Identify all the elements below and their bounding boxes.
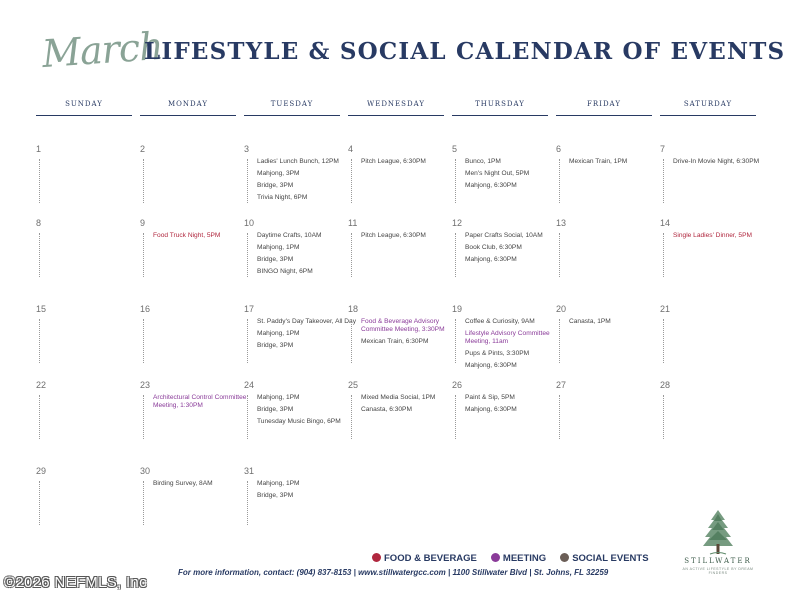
event-item: Canasta, 6:30PM bbox=[361, 406, 412, 413]
day-number: 14 bbox=[660, 218, 671, 228]
dotted-divider bbox=[143, 395, 144, 439]
dotted-divider bbox=[39, 159, 40, 203]
day-number: 11 bbox=[348, 218, 358, 228]
day-number: 3 bbox=[244, 144, 250, 154]
weekday-label: THURSDAY bbox=[452, 96, 548, 116]
event-list bbox=[153, 480, 258, 492]
event-item: Men's Night Out, 5PM bbox=[465, 170, 530, 177]
dotted-divider bbox=[39, 481, 40, 525]
day-number: 20 bbox=[556, 304, 567, 314]
event-list bbox=[465, 232, 570, 268]
event-item: Paint & Sip, 5PM bbox=[465, 394, 515, 401]
dotted-divider bbox=[351, 319, 352, 363]
event-list bbox=[153, 232, 258, 244]
dotted-divider bbox=[143, 159, 144, 203]
dotted-divider bbox=[39, 319, 40, 363]
dotted-divider bbox=[663, 159, 664, 203]
event-item: Bridge, 3PM bbox=[257, 406, 294, 413]
event-list bbox=[569, 318, 674, 330]
day-number: 19 bbox=[452, 304, 463, 314]
dotted-divider bbox=[247, 233, 248, 277]
event-item: Bunco, 1PM bbox=[465, 158, 501, 165]
day-number: 8 bbox=[36, 218, 42, 228]
event-list bbox=[153, 394, 258, 414]
day-number: 10 bbox=[244, 218, 255, 228]
day-number: 9 bbox=[140, 218, 146, 228]
copyright-watermark: ©2026 NEFMLS, Inc bbox=[4, 574, 147, 591]
day-number: 12 bbox=[452, 218, 463, 228]
month-name: March bbox=[40, 23, 164, 77]
event-item: Mahjong, 6:30PM bbox=[465, 182, 517, 189]
logo-wordmark: STILLWATER bbox=[684, 557, 752, 565]
day-number: 5 bbox=[452, 144, 458, 154]
day-number: 21 bbox=[660, 304, 671, 314]
weekday-label: SUNDAY bbox=[36, 96, 132, 116]
weekday-label: TUESDAY bbox=[244, 96, 340, 116]
day-number: 7 bbox=[660, 144, 666, 154]
dotted-divider bbox=[351, 233, 352, 277]
day-number: 22 bbox=[36, 380, 47, 390]
event-list bbox=[257, 232, 362, 280]
day-number: 28 bbox=[660, 380, 671, 390]
dotted-divider bbox=[559, 159, 560, 203]
dotted-divider bbox=[663, 395, 664, 439]
social-events-dot-icon bbox=[560, 553, 569, 562]
pine-tree-icon bbox=[700, 508, 736, 556]
event-item: Paper Crafts Social, 10AM bbox=[465, 232, 543, 239]
event-item: Ladies' Lunch Bunch, 12PM bbox=[257, 158, 339, 165]
event-item: Drive-In Movie Night, 6:30PM bbox=[673, 158, 760, 165]
legend-item bbox=[372, 553, 477, 564]
dotted-divider bbox=[39, 395, 40, 439]
event-list bbox=[465, 318, 570, 374]
day-number: 26 bbox=[452, 380, 463, 390]
event-item: Bridge, 3PM bbox=[257, 342, 294, 349]
event-item: St. Paddy's Day Takeover, All Day bbox=[257, 318, 356, 325]
event-item: Food & Beverage Advisory Committee Meeting, 3:30PM bbox=[361, 318, 445, 333]
weekday-label: FRIDAY bbox=[556, 96, 652, 116]
event-list bbox=[257, 318, 362, 354]
day-number: 15 bbox=[36, 304, 47, 314]
event-item: Mexican Train, 6:30PM bbox=[361, 338, 429, 345]
day-number: 18 bbox=[348, 304, 359, 314]
event-item: Lifestyle Advisory Committee Meeting, 11am bbox=[465, 330, 550, 345]
calendar-header bbox=[38, 23, 786, 77]
event-item: Birding Survey, 8AM bbox=[153, 480, 213, 487]
day-number: 16 bbox=[140, 304, 151, 314]
event-list bbox=[361, 394, 466, 418]
contact-info: For more information, contact: (904) 837-8153 | www.stillwatergcc.com | 1100 Stillwater Blvd | St. Johns, FL 32259 bbox=[178, 568, 609, 577]
weekday-label: WEDNESDAY bbox=[348, 96, 444, 116]
dotted-divider bbox=[143, 233, 144, 277]
meeting-dot-icon bbox=[491, 553, 500, 562]
event-item: Mixed Media Social, 1PM bbox=[361, 394, 436, 401]
day-number: 23 bbox=[140, 380, 151, 390]
dotted-divider bbox=[247, 159, 248, 203]
dotted-divider bbox=[247, 395, 248, 439]
event-item: Pitch League, 6:30PM bbox=[361, 232, 426, 239]
food-beverage-dot-icon bbox=[372, 553, 381, 562]
event-list bbox=[361, 232, 466, 244]
event-list bbox=[257, 480, 362, 504]
day-number: 4 bbox=[348, 144, 354, 154]
weekday-header-row bbox=[36, 96, 756, 118]
day-number: 29 bbox=[36, 466, 47, 476]
event-list bbox=[673, 158, 778, 170]
event-item: Mahjong, 6:30PM bbox=[465, 406, 517, 413]
dotted-divider bbox=[247, 319, 248, 363]
dotted-divider bbox=[351, 395, 352, 439]
legend-label: MEETING bbox=[502, 553, 547, 565]
event-list bbox=[673, 232, 778, 244]
event-list bbox=[361, 318, 466, 350]
event-item: Coffee & Curiosity, 9AM bbox=[465, 318, 535, 325]
event-item: Tunesday Music Bingo, 6PM bbox=[257, 418, 341, 425]
event-item: Mahjong, 1PM bbox=[257, 330, 300, 337]
stillwater-logo bbox=[676, 508, 760, 580]
event-item: Pitch League, 6:30PM bbox=[361, 158, 426, 165]
day-number: 30 bbox=[140, 466, 151, 476]
event-item: Mahjong, 6:30PM bbox=[465, 256, 517, 263]
dotted-divider bbox=[351, 159, 352, 203]
event-item: Mahjong, 1PM bbox=[257, 244, 300, 251]
event-list bbox=[361, 158, 466, 170]
event-item: Mahjong, 6:30PM bbox=[465, 362, 517, 369]
dotted-divider bbox=[455, 233, 456, 277]
dotted-divider bbox=[247, 481, 248, 525]
event-item: Bridge, 3PM bbox=[257, 256, 294, 263]
event-item: Pups & Pints, 3:30PM bbox=[465, 350, 530, 357]
day-number: 1 bbox=[36, 144, 42, 154]
dotted-divider bbox=[455, 395, 456, 439]
day-number: 25 bbox=[348, 380, 359, 390]
event-item: Bridge, 3PM bbox=[257, 182, 294, 189]
day-number: 13 bbox=[556, 218, 567, 228]
legend-item bbox=[491, 553, 546, 564]
event-item: Single Ladies' Dinner, 5PM bbox=[673, 232, 752, 239]
calendar-grid bbox=[34, 138, 762, 538]
legend-item bbox=[560, 553, 648, 564]
dotted-divider bbox=[663, 319, 664, 363]
day-number: 27 bbox=[556, 380, 567, 390]
event-item: Trivia Night, 6PM bbox=[257, 194, 308, 201]
page-title: LIFESTYLE & SOCIAL CALENDAR OF EVENTS bbox=[144, 38, 786, 65]
event-item: Book Club, 6:30PM bbox=[465, 244, 522, 251]
dotted-divider bbox=[559, 319, 560, 363]
logo-tagline: AN ACTIVE LIFESTYLE BY DREAM FINDERS bbox=[682, 567, 754, 575]
event-item: Mexican Train, 1PM bbox=[569, 158, 628, 165]
event-item: Mahjong, 3PM bbox=[257, 170, 300, 177]
dotted-divider bbox=[559, 233, 560, 277]
event-item: Architectural Control Committee Meeting, 1:30PM bbox=[153, 394, 247, 409]
dotted-divider bbox=[39, 233, 40, 277]
day-number: 31 bbox=[244, 466, 255, 476]
legend-label: SOCIAL EVENTS bbox=[572, 553, 649, 565]
event-item: Mahjong, 1PM bbox=[257, 480, 300, 487]
dotted-divider bbox=[455, 319, 456, 363]
dotted-divider bbox=[143, 481, 144, 525]
event-list bbox=[569, 158, 674, 170]
event-item: Bridge, 3PM bbox=[257, 492, 294, 499]
weekday-label: SATURDAY bbox=[660, 96, 756, 116]
dotted-divider bbox=[663, 233, 664, 277]
event-list bbox=[257, 394, 362, 430]
event-legend bbox=[372, 550, 663, 564]
legend-label: FOOD & BEVERAGE bbox=[384, 553, 477, 565]
event-item: Food Truck Night, 5PM bbox=[153, 232, 221, 239]
day-number: 24 bbox=[244, 380, 255, 390]
event-item: BINGO Night, 6PM bbox=[257, 268, 313, 275]
day-number: 17 bbox=[244, 304, 255, 314]
event-item: Canasta, 1PM bbox=[569, 318, 611, 325]
event-list bbox=[465, 394, 570, 418]
event-item: Mahjong, 1PM bbox=[257, 394, 300, 401]
dotted-divider bbox=[143, 319, 144, 363]
day-number: 2 bbox=[140, 144, 146, 154]
dotted-divider bbox=[559, 395, 560, 439]
day-number: 6 bbox=[556, 144, 562, 154]
event-item: Daytime Crafts, 10AM bbox=[257, 232, 322, 239]
weekday-label: MONDAY bbox=[140, 96, 236, 116]
event-list bbox=[465, 158, 570, 194]
event-list bbox=[257, 158, 362, 206]
dotted-divider bbox=[455, 159, 456, 203]
